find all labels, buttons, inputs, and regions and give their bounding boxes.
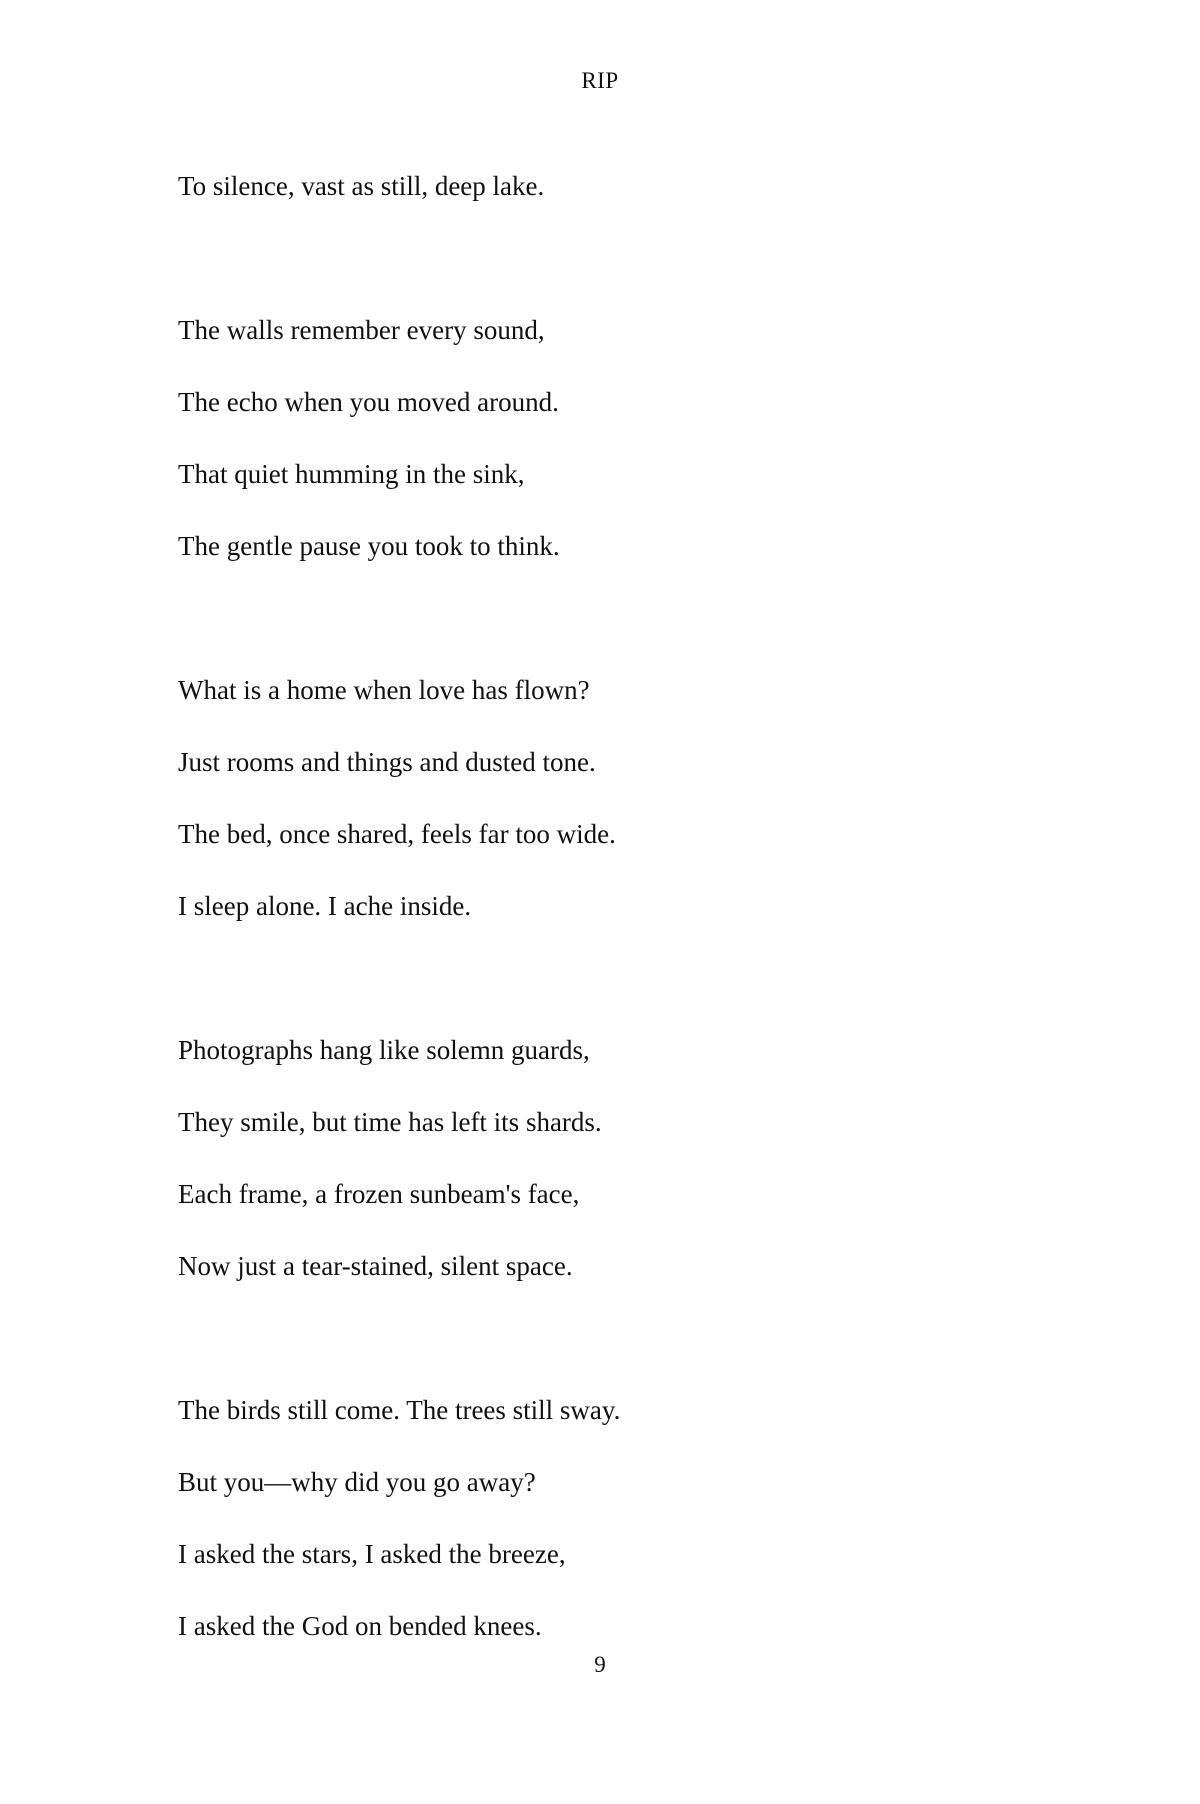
poem-line: The gentle pause you took to think. — [178, 531, 560, 561]
poem-line: Photographs hang like solemn guards, — [178, 1035, 590, 1065]
stanza — [178, 1014, 1078, 1302]
poem-line: What is a home when love has flown? — [178, 675, 590, 705]
running-header: RIP — [581, 68, 619, 93]
poem-line: I asked the God on bended knees. — [178, 1611, 542, 1641]
poem-line: To silence, vast as still, deep lake. — [178, 171, 545, 201]
poem-line: They smile, but time has left its shards. — [178, 1107, 602, 1137]
poem-line: Each frame, a frozen sunbeam's face, — [178, 1179, 580, 1209]
stanza-break — [178, 582, 1078, 654]
stanza-break — [178, 942, 1078, 1014]
poem-line: Just rooms and things and dusted tone. — [178, 747, 596, 777]
poem-line: That quiet humming in the sink, — [178, 459, 525, 489]
stanza — [178, 150, 1078, 222]
poem-body — [178, 150, 1078, 1662]
poem-line: The birds still come. The trees still sway. — [178, 1395, 621, 1425]
stanza — [178, 654, 1078, 942]
stanza — [178, 1374, 1078, 1662]
poem-line: The walls remember every sound, — [178, 315, 545, 345]
poem-line: I asked the stars, I asked the breeze, — [178, 1539, 566, 1569]
stanza-break — [178, 222, 1078, 294]
stanza — [178, 294, 1078, 582]
poem-line: But you—why did you go away? — [178, 1467, 536, 1497]
poem-line: The bed, once shared, feels far too wide. — [178, 819, 616, 849]
poem-line: I sleep alone. I ache inside. — [178, 891, 472, 921]
stanza-break — [178, 1302, 1078, 1374]
page-number: 9 — [594, 1652, 606, 1677]
poem-line: The echo when you moved around. — [178, 387, 559, 417]
poem-line: Now just a tear-stained, silent space. — [178, 1251, 573, 1281]
